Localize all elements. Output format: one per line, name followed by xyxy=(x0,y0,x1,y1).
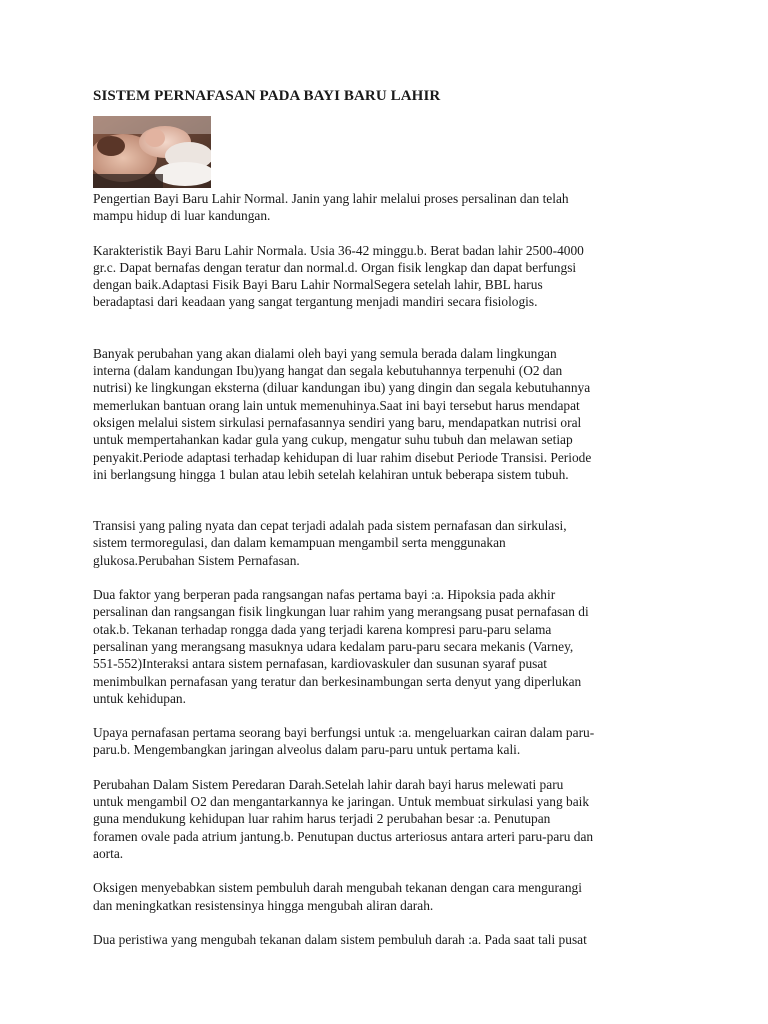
paragraph: Perubahan Dalam Sistem Peredaran Darah.Setelah lahir darah bayi harus melewati paru untuk mengambil O2 dan mengantarkannya ke jaringan. Untuk membuat sirkulasi yang baik guna mendukung kehidupan luar rahim harus terjadi 2 perubahan besar :a. Penutupan foramen ovale pada atrium jantung.b. Penutupan ductus arteriosus antara arteri paru-paru dan aorta. xyxy=(93,776,594,861)
paragraph: Dua peristiwa yang mengubah tekanan dalam sistem pembuluh darah :a. Pada saat tali pusat xyxy=(93,931,587,947)
paragraph: Transisi yang paling nyata dan cepat terjadi adalah pada sistem pernafasan dan sirkulasi, sistem termoregulasi, dan dalam kemampuan mengambil serta menggunakan glukosa.Perubahan Sistem Pernafasan. xyxy=(93,518,567,568)
paragraph: Oksigen menyebabkan sistem pembuluh darah mengubah tekanan dengan cara mengurangi dan meningkatkan resistensinya hingga mengubah aliran darah. xyxy=(93,880,582,913)
document-body xyxy=(93,86,683,948)
paragraph: Karakteristik Bayi Baru Lahir Normala. Usia 36-42 minggu.b. Berat badan lahir 2500-4000 gr.c. Dapat bernafas dengan teratur dan normal.d. Organ fisik lengkap dan dapat berfungsi dengan baik.Adaptasi Fisik Bayi Baru Lahir NormalSegera setelah lahir, BBL harus beradaptasi dari keadaan yang sangat tergantung menjadi mandiri secara fisiologis. xyxy=(93,242,584,310)
paragraph: Pengertian Bayi Baru Lahir Normal. Janin yang lahir melalui proses persalinan dan telah mampu hidup di luar kandungan. xyxy=(93,191,569,224)
paragraph: Upaya pernafasan pertama seorang bayi berfungsi untuk :a. mengeluarkan cairan dalam paru- paru.b. Mengembangkan jaringan alveolus dalam paru-paru untuk pertama kali. xyxy=(93,725,595,758)
paragraph: Banyak perubahan yang akan dialami oleh bayi yang semula berada dalam lingkungan interna (dalam kandungan Ibu)yang hangat dan segala kebutuhannya terpenuhi (O2 dan nutrisi) ke lingkungan eksterna (diluar kandungan ibu) yang dingin dan segala kebutuhannya memerlukan bantuan orang lain untuk memenuhinya.Saat ini bayi tersebut harus mendapat oksigen melalui sistem sirkulasi pernafasannya sendiri yang baru, mendapatkan nutrisi oral untuk mempertahankan kadar gula yang cukup, mengatur suhu tubuh dan melawan setiap penyakit.Periode adaptasi terhadap kehidupan di luar rahim disebut Periode Transisi. Periode ini berlangsung hingga 1 bulan atau lebih setelah kelahiran untuk beberapa sistem tubuh. xyxy=(93,345,592,482)
document-title: SISTEM PERNAFASAN PADA BAYI BARU LAHIR xyxy=(93,88,441,104)
newborn-photo xyxy=(93,116,211,188)
paragraph: Dua faktor yang berperan pada rangsangan nafas pertama bayi :a. Hipoksia pada akhir persalinan dan rangsangan fisik lingkungan luar rahim yang merangsang pusat pernafasan di otak.b. Tekanan terhadap rongga dada yang terjadi karena kompresi paru-paru selama persalinan yang merangsang masuknya udara kedalam paru-paru secara mekanis (Varney, 551-552)Interaksi antara sistem pernafasan, kardiovaskuler dan susunan syaraf pusat menimbulkan pernafasan yang teratur dan berkesinambungan serta denyut yang diperlukan untuk kehidupan. xyxy=(93,587,589,706)
